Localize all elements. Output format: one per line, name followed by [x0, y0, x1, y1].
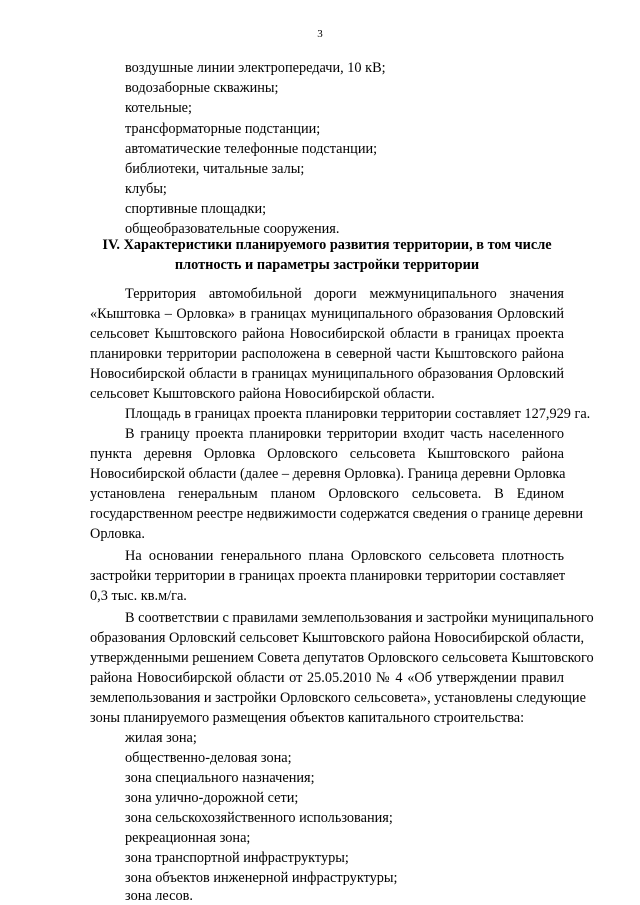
zone-item: зона лесов.	[125, 888, 193, 904]
paragraph-line: Новосибирской области (далее – деревня Орловка). Граница деревни Орловка	[90, 466, 566, 482]
paragraph-line: На основании генерального плана Орловского сельсовета плотность	[125, 548, 564, 564]
zone-item: рекреационная зона;	[125, 830, 251, 846]
page-number: 3	[317, 28, 323, 40]
paragraph-line: установлена генеральным планом Орловского сельсовета. В Едином	[90, 486, 564, 502]
list-item: спортивные площадки;	[125, 201, 267, 217]
paragraph-line: сельсовет Кыштовского района Новосибирской области.	[90, 386, 435, 402]
list-item: трансформаторные подстанции;	[125, 121, 321, 137]
paragraph-line: «Кыштовка – Орловка» в границах муниципального образования Орловский	[90, 306, 564, 322]
zone-item: зона улично-дорожной сети;	[125, 790, 299, 806]
paragraph-line: застройки территории в границах проекта планировки территории составляет	[90, 568, 566, 584]
zone-item: зона сельскохозяйственного использования;	[125, 810, 393, 826]
list-item: котельные;	[125, 100, 193, 116]
paragraph-line: пункта деревня Орловка Орловского сельсовета Кыштовского района	[90, 446, 564, 462]
paragraph-line: 0,3 тыс. кв.м/га.	[90, 588, 187, 604]
list-item: автоматические телефонные подстанции;	[125, 141, 378, 157]
paragraph-line: планировки территории расположена в северной части Кыштовского района	[90, 346, 564, 362]
zone-item: жилая зона;	[125, 730, 197, 746]
list-item: библиотеки, читальные залы;	[125, 161, 305, 177]
paragraph-line: зоны планируемого размещения объектов капитального строительства:	[90, 710, 525, 726]
list-item: воздушные линии электропередачи, 10 кВ;	[125, 60, 386, 76]
paragraph-line: Орловка.	[90, 526, 145, 542]
zone-item: общественно-деловая зона;	[125, 750, 292, 766]
paragraph-line: образования Орловский сельсовет Кыштовского района Новосибирской области,	[90, 630, 585, 646]
paragraph-line: сельсовет Кыштовского района Новосибирской области в границах проекта	[90, 326, 564, 342]
paragraph-line: государственном реестре недвижимости содержатся сведения о границе деревни	[90, 506, 583, 522]
paragraph-line: утвержденными решением Совета депутатов Орловского сельсовета Кыштовского	[90, 650, 594, 666]
list-item: общеобразовательные сооружения.	[125, 221, 340, 237]
zone-item: зона объектов инженерной инфраструктуры;	[125, 870, 398, 886]
list-item: клубы;	[125, 181, 167, 197]
zone-item: зона специального назначения;	[125, 770, 315, 786]
paragraph-line: В границу проекта планировки территории входит часть населенного	[125, 426, 564, 442]
list-item: водозаборные скважины;	[125, 80, 279, 96]
paragraph-line: В соответствии с правилами землепользования и застройки муниципального	[125, 610, 594, 626]
paragraph-line: Новосибирской области в границах муниципального образования Орловский	[90, 366, 564, 382]
paragraph-line: землепользования и застройки Орловского сельсовета», установлены следующие	[90, 690, 586, 706]
section-heading: плотность и параметры застройки территории	[174, 257, 480, 273]
zone-item: зона транспортной инфраструктуры;	[125, 850, 349, 866]
paragraph-line: района Новосибирской области от 25.05.2010 № 4 «Об утверждении правил	[90, 670, 564, 686]
paragraph-line: Территория автомобильной дороги межмуниципального значения	[125, 286, 564, 302]
section-heading: IV. Характеристики планируемого развития территории, в том числе	[102, 237, 552, 253]
paragraph-line: Площадь в границах проекта планировки территории составляет 127,929 га.	[125, 406, 591, 422]
